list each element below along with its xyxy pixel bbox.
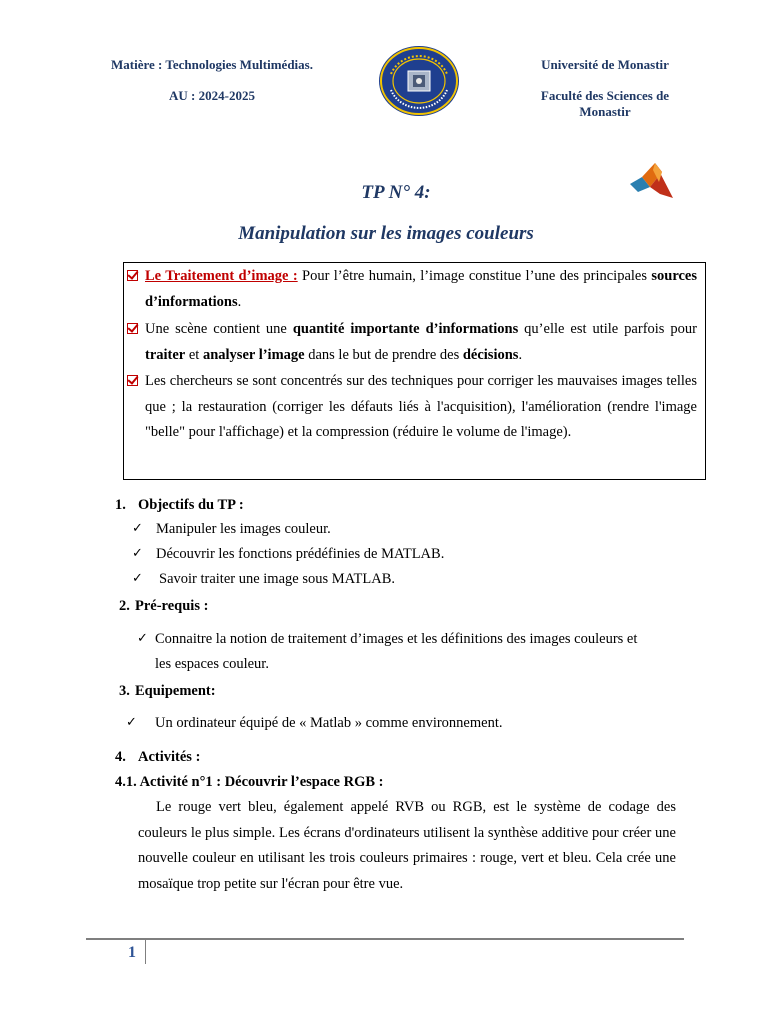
section-2-number: 2. <box>119 598 130 614</box>
objective-item: Découvrir les fonctions prédéfinies de MATLAB. <box>156 546 445 562</box>
activity-1-title: 4.1. Activité n°1 : Découvrir l’espace RGB : <box>115 774 384 790</box>
prerequisite-line: les espaces couleur. <box>155 656 269 672</box>
intro-bold: quantité importante d’informations <box>292 321 519 337</box>
section-4-title: Activités : <box>138 749 201 765</box>
section-2-title: Pré-requis : <box>135 598 209 614</box>
section-3-number: 3. <box>119 683 130 699</box>
intro-text: Pour l’être humain, l’image constitue l’une des principales <box>297 268 652 284</box>
course-subject: Matière : Technologies Multimédias. <box>111 57 313 72</box>
intro-paragraph-3 <box>145 369 697 446</box>
intro-text: dans le but de prendre des <box>304 346 463 363</box>
intro-text: Les chercheurs se sont concentrés sur des techniques pour corriger les mauvaises images telles que ; la restauration (corriger les défauts liés à l'acquisition), l'amélioration (rendre l'image "belle" pour l'affichage) et la compression (réduire le volume de l'image). <box>145 373 697 440</box>
page-subtitle: Manipulation sur les images couleurs <box>238 223 534 244</box>
faculty-name: Faculté des Sciences de Monastir <box>540 88 670 119</box>
checkmark-icon: ✓ <box>137 631 148 646</box>
checkbox-icon <box>127 270 138 281</box>
checkbox-icon <box>127 375 138 386</box>
faculty-logo <box>377 44 461 118</box>
intro-text: Une scène contient une <box>145 321 293 337</box>
intro-paragraph-1 <box>145 264 697 315</box>
page-number-separator <box>145 940 146 964</box>
intro-bold: analyser l’image <box>202 346 305 363</box>
objective-item: Savoir traiter une image sous MATLAB. <box>159 571 395 587</box>
footer-divider <box>86 938 684 940</box>
equipment-item: Un ordinateur équipé de « Matlab » comme environnement. <box>155 715 503 731</box>
section-1-number: 1. <box>115 497 126 513</box>
section-4-number: 4. <box>115 749 126 765</box>
activity-1-paragraph <box>138 795 676 897</box>
checkmark-icon: ✓ <box>132 571 143 586</box>
intro-bold: décisions <box>462 346 519 363</box>
checkmark-icon: ✓ <box>132 521 143 536</box>
intro-box <box>123 262 706 480</box>
intro-text: qu’elle est utile parfois pour <box>518 321 697 337</box>
checkmark-icon: ✓ <box>126 715 137 730</box>
intro-bold: sources d’informations <box>145 268 698 310</box>
activity-1-text: Le rouge vert bleu, également appelé RVB ou RGB, est le système de codage des couleurs le plus simple. Les écrans d'ordinateurs utilisent la synthèse additive pour créer une nouvelle couleur en utilisant les trois couleurs primaires : rouge, vert et bleu. Cela crée une mosaïque trop petite sur l'écran pour être vue. <box>138 799 676 892</box>
prerequisite-line: Connaitre la notion de traitement d’images et les définitions des images couleurs et <box>155 631 638 647</box>
checkmark-icon: ✓ <box>132 546 143 561</box>
intro-bold: traiter <box>145 346 186 363</box>
intro-text: . <box>518 346 523 363</box>
section-3-title: Equipement: <box>135 683 216 699</box>
intro-paragraph-2 <box>145 317 697 368</box>
intro-text: et <box>185 346 203 363</box>
university-name: Université de Monastir <box>541 57 669 72</box>
academic-year: AU : 2024-2025 <box>169 88 255 103</box>
checkbox-icon <box>127 323 138 334</box>
intro-heading: Le Traitement d’image : <box>145 268 298 284</box>
page-number: 1 <box>128 944 136 961</box>
objective-item: Manipuler les images couleur. <box>156 521 331 537</box>
section-1-title: Objectifs du TP : <box>138 497 244 513</box>
page-title: TP N° 4: <box>361 182 431 203</box>
intro-text: . <box>237 293 242 310</box>
